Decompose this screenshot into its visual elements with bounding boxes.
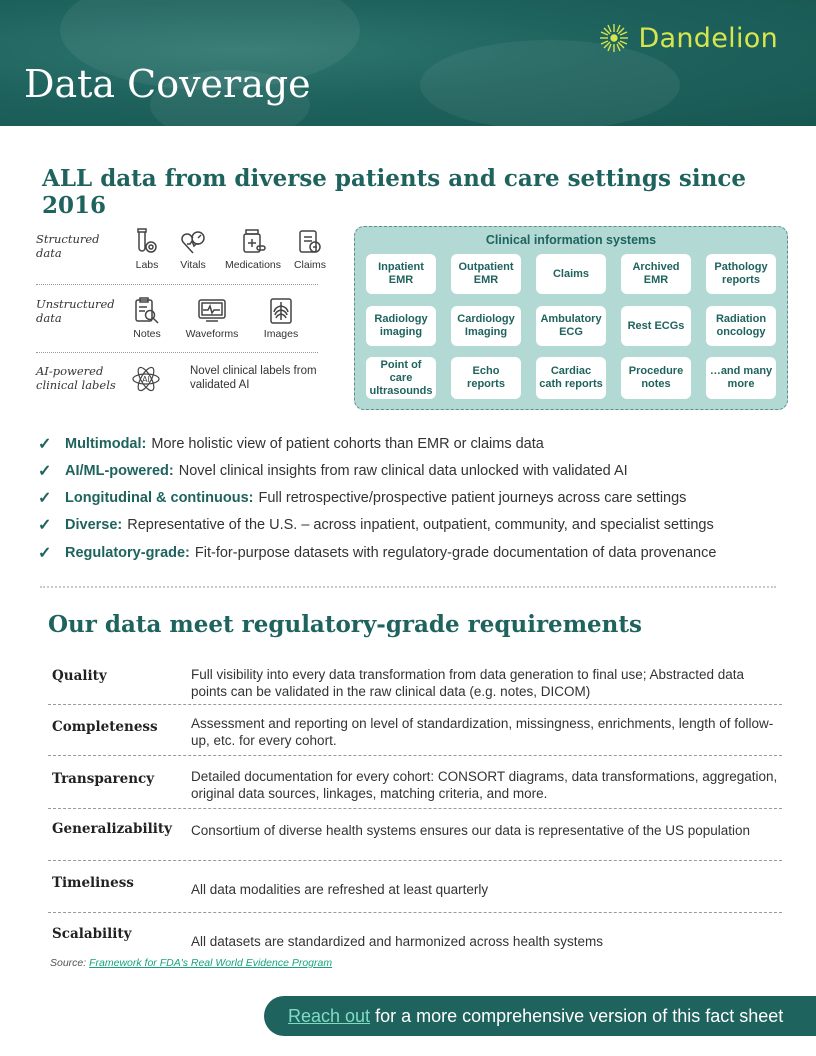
checkmark-icon: ✓ — [38, 517, 52, 534]
bullet-text: Full retrospective/prospective patient journeys across care settings — [258, 490, 687, 506]
brand-logo[interactable] — [598, 22, 778, 54]
req-name: Generalizability — [52, 821, 172, 837]
bullet-head: Multimodal: — [65, 436, 147, 452]
monitor-waveform-icon — [197, 297, 227, 325]
tile-claims: Claims — [536, 254, 606, 294]
source-link[interactable]: Framework for FDA's Real World Evidence Program — [89, 957, 333, 969]
tile-procedure-notes: Procedure notes — [621, 357, 691, 399]
req-desc: All datasets are standardized and harmonized across health systems — [191, 934, 603, 949]
unstructured-data-label: Unstructured data — [36, 297, 115, 325]
page-title: Data Coverage — [24, 62, 311, 106]
coverage-subtitle: ALL data from diverse patients and care settings since 2016 — [42, 165, 746, 219]
tile-cardiac-cath-reports: Cardiac cath reports — [536, 357, 606, 399]
claim-document-icon — [297, 228, 323, 256]
req-row-quality — [48, 662, 782, 705]
tile-point-of-care-ultrasounds: Point of care ultrasounds — [366, 357, 436, 399]
checkmark-icon: ✓ — [38, 436, 52, 453]
req-row-completeness — [48, 705, 782, 756]
bullet-text: Novel clinical insights from raw clinical data unlocked with validated AI — [178, 463, 628, 479]
req-desc: Assessment and reporting on level of standardization, missingness, enrichments, length of follow-up, etc. for every cohort. — [191, 716, 774, 748]
bullet-text: Fit-for-purpose datasets with regulatory-grade documentation of data provenance — [194, 545, 717, 561]
divider — [36, 284, 318, 285]
bullet-head: AI/ML-powered: — [65, 463, 174, 479]
section-divider — [40, 586, 776, 588]
waveforms-item — [181, 297, 243, 340]
medications-item — [222, 228, 284, 271]
labs-item — [132, 228, 162, 271]
labs-label: Labs — [135, 259, 159, 271]
req-desc: Full visibility into every data transformation from data generation to final use; Abstracted data points can be validated in the raw clinical data (e.g. notes, DICOM) — [191, 667, 745, 699]
cta-text: for a more comprehensive version of this fact sheet — [375, 1005, 784, 1026]
ai-atom-icon — [131, 364, 161, 394]
notes-label: Notes — [133, 328, 161, 340]
heart-gauge-icon — [179, 228, 207, 256]
bullet-longitudinal — [38, 488, 798, 508]
structured-data-row — [36, 232, 327, 276]
req-name: Transparency — [52, 771, 155, 787]
req-row-scalability — [48, 913, 782, 955]
bullet-head: Longitudinal & continuous: — [65, 490, 254, 506]
checkmark-icon: ✓ — [38, 463, 52, 480]
clipboard-search-icon — [133, 297, 161, 325]
req-row-timeliness — [48, 861, 782, 913]
medications-label: Medications — [224, 259, 282, 271]
checkmark-icon: ✓ — [38, 490, 52, 507]
bullet-head: Regulatory-grade: — [65, 545, 190, 561]
bullet-regulatory-grade — [38, 543, 798, 563]
claims-label: Claims — [293, 259, 327, 271]
structured-data-label: Structured data — [36, 232, 100, 260]
req-row-generalizability — [48, 809, 782, 861]
tile-radiology-imaging: Radiology imaging — [366, 306, 436, 346]
test-tube-icon — [134, 228, 160, 256]
clinical-systems-title: Clinical information systems — [485, 233, 657, 247]
tile-radiation-oncology: Radiation oncology — [706, 306, 776, 346]
tile-archived-emr: Archived EMR — [621, 254, 691, 294]
tile-pathology-reports: Pathology reports — [706, 254, 776, 294]
req-name: Scalability — [52, 926, 132, 942]
waveforms-label: Waveforms — [185, 328, 239, 340]
header-banner — [0, 0, 816, 126]
claims-item — [292, 228, 328, 271]
checkmark-icon: ✓ — [38, 545, 52, 562]
req-desc: Consortium of diverse health systems ensures our data is representative of the US population — [191, 823, 751, 838]
tile-and-many-more: …and many more — [706, 357, 776, 399]
tile-inpatient-emr: Inpatient EMR — [366, 254, 436, 294]
ai-labels-text: Novel clinical labels from validated AI — [190, 365, 317, 391]
cta-banner — [264, 996, 816, 1036]
tile-cardiology-imaging: Cardiology Imaging — [451, 306, 521, 346]
req-name: Completeness — [52, 719, 158, 735]
brand-name: Dandelion — [638, 22, 778, 54]
req-desc: Detailed documentation for every cohort: CONSORT diagrams, data transformations, aggregation, original data sources, linkages, matching criteria, and more. — [191, 769, 778, 801]
bullet-ai-ml — [38, 461, 798, 481]
req-desc: All data modalities are refreshed at least quarterly — [191, 882, 489, 897]
svg-text:AI: AI — [142, 375, 150, 384]
tile-ambulatory-ecg: Ambulatory ECG — [536, 306, 606, 346]
pill-bottle-icon — [240, 228, 266, 256]
vitals-item — [176, 228, 210, 271]
notes-item — [130, 297, 164, 340]
req-row-transparency — [48, 756, 782, 809]
ai-labels-label: AI-powered clinical labels — [36, 364, 116, 392]
bullet-multimodal — [38, 434, 798, 454]
bullet-text: More holistic view of patient cohorts than EMR or claims data — [151, 436, 544, 452]
dandelion-icon — [598, 22, 630, 54]
source-note — [50, 957, 332, 969]
requirements-title: Our data meet regulatory-grade requirements — [48, 611, 642, 638]
tile-outpatient-emr: Outpatient EMR — [451, 254, 521, 294]
bullet-text: Representative of the U.S. – across inpatient, outpatient, community, and specialist settings — [127, 517, 714, 533]
req-name: Quality — [52, 668, 107, 684]
images-label: Images — [263, 328, 299, 340]
images-item — [260, 297, 302, 340]
tile-rest-ecgs: Rest ECGs — [621, 306, 691, 346]
divider — [36, 352, 318, 353]
req-name: Timeliness — [52, 875, 134, 891]
vitals-label: Vitals — [180, 259, 206, 271]
ai-labels-row — [36, 364, 320, 398]
unstructured-data-row — [36, 297, 320, 343]
bullet-head: Diverse: — [65, 517, 123, 533]
source-prefix: Source: — [50, 957, 90, 969]
bullet-diverse — [38, 515, 798, 535]
clinical-systems-box — [354, 226, 788, 410]
reach-out-link[interactable]: Reach out — [288, 1005, 371, 1026]
xray-image-icon — [268, 297, 294, 325]
tile-echo-reports: Echo reports — [451, 357, 521, 399]
